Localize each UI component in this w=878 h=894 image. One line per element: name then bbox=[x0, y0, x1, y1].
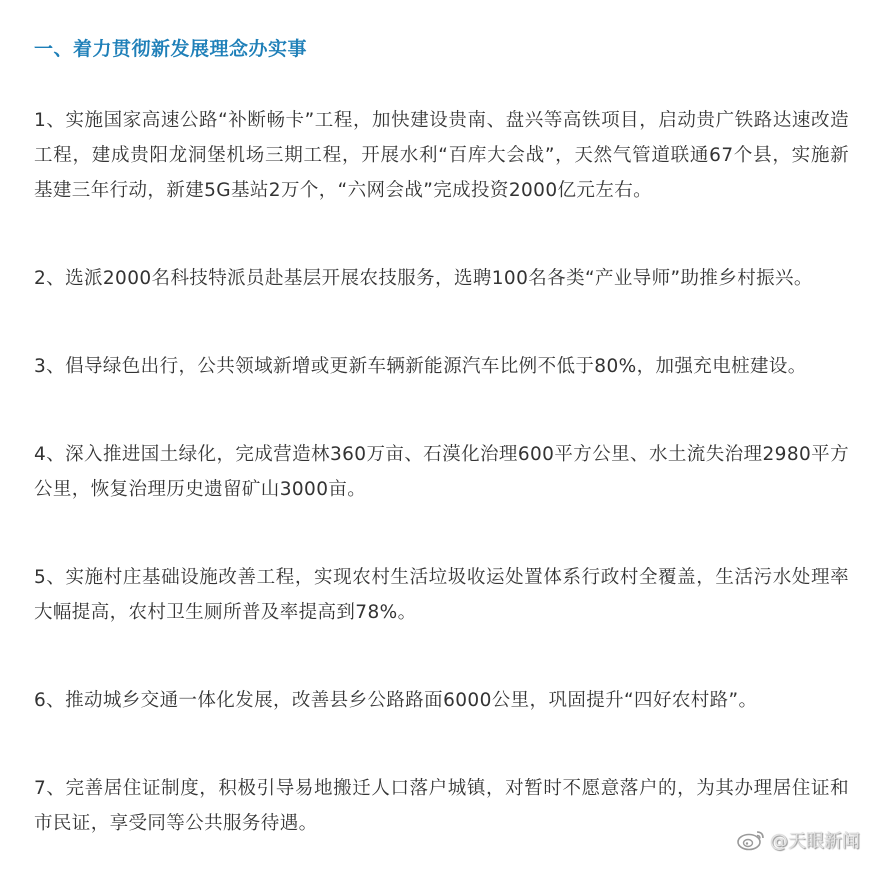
list-item: 1、实施国家高速公路“补断畅卡”工程，加快建设贵南、盘兴等高铁项目，启动贵广铁路达速改造工程，建成贵阳龙洞堡机场三期工程，开展水利“百库大会战”，天然气管道联通67个县，实施新基建三年行动，新建5G基站2万个，“六网会战”完成投资2000亿元左右。 bbox=[34, 110, 849, 201]
list-item: 5、实施村庄基础设施改善工程，实现农村生活垃圾收运处置体系行政村全覆盖，生活污水处理率大幅提高，农村卫生厕所普及率提高到78%。 bbox=[34, 567, 849, 623]
weibo-icon bbox=[736, 829, 766, 851]
list-item: 7、完善居住证制度，积极引导易地搬迁人口落户城镇，对暂时不愿意落户的，为其办理居住证和市民证，享受同等公共服务待遇。 bbox=[34, 778, 849, 834]
watermark-text: @天眼新闻 bbox=[770, 831, 860, 852]
list-item: 6、推动城乡交通一体化发展，改善县乡公路路面6000公里，巩固提升“四好农村路”。 bbox=[34, 690, 758, 711]
list-item: 2、选派2000名科技特派员赴基层开展农技服务，选聘100名各类“产业导师”助推乡村振兴。 bbox=[34, 268, 813, 289]
section-heading: 一、着力贯彻新发展理念办实事 bbox=[34, 38, 308, 60]
item-list bbox=[34, 103, 849, 894]
watermark bbox=[736, 827, 860, 853]
list-item: 4、深入推进国土绿化，完成营造林360万亩、石漠化治理600平方公里、水土流失治理2980平方公里，恢复治理历史遗留矿山3000亩。 bbox=[34, 444, 849, 500]
list-item: 3、倡导绿色出行，公共领域新增或更新车辆新能源汽车比例不低于80%，加强充电桩建设。 bbox=[34, 356, 807, 377]
